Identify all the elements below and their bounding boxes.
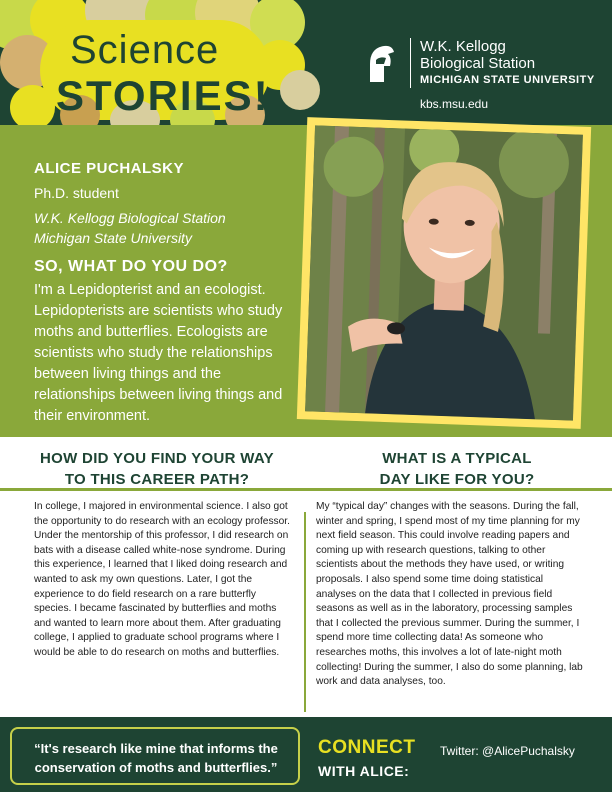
portrait-photo xyxy=(305,125,583,420)
scientist-role: Ph.D. student xyxy=(34,185,119,201)
portrait-photo-frame xyxy=(297,117,591,429)
typical-day-heading-line1: WHAT IS A TYPICAL xyxy=(382,450,532,467)
university-name: MICHIGAN STATE UNIVERSITY xyxy=(420,74,595,86)
institution-name-line2: Biological Station xyxy=(420,55,536,72)
header xyxy=(0,0,612,125)
quote-box xyxy=(10,727,300,785)
career-path-heading-line1: HOW DID YOU FIND YOUR WAY xyxy=(40,450,274,467)
career-path-heading-line2: TO THIS CAREER PATH? xyxy=(64,471,250,488)
typical-day-text: My “typical day” changes with the seasons. During the fall, winter and spring, I spend most of my time planning for my next field season. This could involve reading papers and coming up with research questions, talking to other scientists about the methods they have used, or writing proposals. I also spend some time doing statistical analyses on the data that I collected in previous field seasons as well as in the laboratory, processing samples that I collected the previous summer. During the summer, I spend more time collecting data! As someone who researches moths, this involves a lot of late-night moth collecting! During the summer, I also do some planning, lab work and data analyses, too. xyxy=(316,501,583,688)
affiliation-line2: Michigan State University xyxy=(34,230,192,246)
section-divider xyxy=(0,488,612,491)
website-link[interactable]: kbs.msu.edu xyxy=(420,97,489,111)
twitter-handle-link[interactable]: Twitter: @AlicePuchalsky xyxy=(440,744,575,758)
pull-quote: “It's research like mine that informs the conservation of moths and butterflies.” xyxy=(34,741,278,775)
column-divider xyxy=(304,512,306,712)
typical-day-heading-line2: DAY LIKE FOR YOU? xyxy=(379,471,535,488)
connect-heading: CONNECT xyxy=(318,737,416,758)
portrait-illustration xyxy=(305,125,583,420)
institution-name-line1: W.K. Kellogg xyxy=(420,38,506,55)
career-path-heading xyxy=(18,448,296,490)
logo-divider xyxy=(410,38,411,88)
kbs-logo xyxy=(362,38,602,98)
scientist-name: ALICE PUCHALSKY xyxy=(34,160,185,177)
career-path-text: In college, I majored in environmental science. I also got the opportunity to do research with an ecology professor. Under the mentorship of this professor, I did research on bats with a disease called white-nose syndrome. During this experience, I learned that I liked doing research and wanted to ask my own questions. Later, I got the experience to do field research on a rare butterfly species. I became fascinated by butterflies and moths and wanted to learn more about them. After graduating college, I applied to graduate school programs where I would be able to do research on moths and butterflies. xyxy=(34,501,290,658)
affiliation-line1: W.K. Kellogg Biological Station xyxy=(34,210,226,226)
connect-subheading: WITH ALICE: xyxy=(318,763,410,779)
what-do-you-do-heading: SO, WHAT DO YOU DO? xyxy=(34,258,228,275)
logo-science-text: Science xyxy=(70,28,220,72)
what-do-you-do-text: I'm a Lepidopterist and an ecologist. Lepidopterists are scientists who study moths and butterflies. Ecologists are scientists who study the relationships between living things and the relationships between living things and their environment. xyxy=(34,282,283,424)
footer xyxy=(0,717,612,792)
logo-stories-text: STORIES! xyxy=(56,72,270,119)
typical-day-heading xyxy=(318,448,596,490)
spartan-helmet-icon xyxy=(362,42,396,86)
